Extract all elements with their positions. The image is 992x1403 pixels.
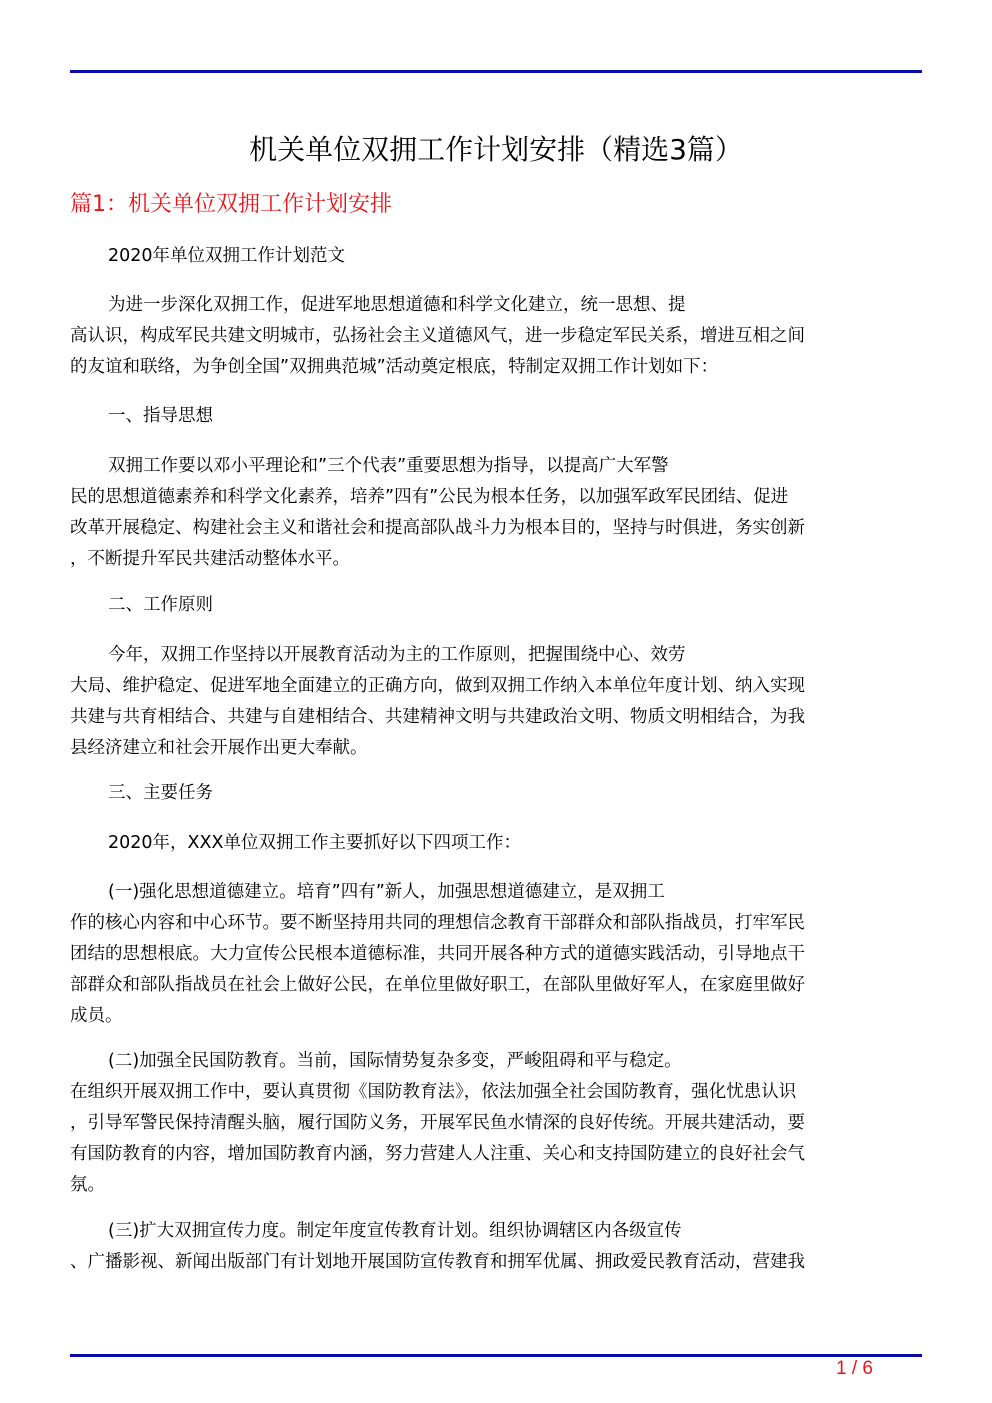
subheading-guiding-ideology <box>70 401 912 432</box>
text-line: 共建与共育相结合、共建与自建相结合、共建精神文明与共建政治文明、物质文明相结合，为我 <box>70 707 805 727</box>
text-line: 团结的思想根底。大力宣传公民根本道德标准，共同开展各种方式的道德实践活动，引导地点干 <box>70 944 805 964</box>
text-line: 三、主要任务 <box>108 783 213 803</box>
text-line: 作的核心内容和中心环节。要不断坚持用共同的理想信念教育干部群众和部队指战员，打牢军民 <box>70 913 805 933</box>
paragraph-task-1 <box>70 877 912 1032</box>
text-line: 双拥工作要以邓小平理论和”三个代表”重要思想为指导，以提高广大军警 <box>108 456 669 476</box>
text-line: ，不断提升军民共建活动整体水平。 <box>70 549 350 569</box>
text-line: 有国防教育的内容，增加国防教育内涵，努力营建人人注重、关心和支持国防建立的良好社会气 <box>70 1144 805 1164</box>
text-line: 的友谊和联络，为争创全国”双拥典范城”活动奠定根底，特制定双拥工作计划如下： <box>70 357 719 377</box>
text-line: 县经济建立和社会开展作出更大奉献。 <box>70 738 368 758</box>
page-indicator: 1 / 6 <box>836 1358 873 1379</box>
text-line: 民的思想道德素养和科学文化素养，培养”四有”公民为根本任务，以加强军政军民团结、促进 <box>70 487 789 507</box>
text-line: 成员。 <box>70 1006 123 1026</box>
text-line: 改革开展稳定、构建社会主义和谐社会和提高部队战斗力为根本目的，坚持与时俱进，务实创新 <box>70 518 805 538</box>
text-line: (一)强化思想道德建立。培育”四有”新人，加强思想道德建立，是双拥工 <box>108 882 665 902</box>
footer-rule <box>70 1354 922 1357</box>
subheading-main-tasks <box>70 778 912 809</box>
text-line: 高认识，构成军民共建文明城市，弘扬社会主义道德风气，进一步稳定军民关系，增进互相之间 <box>70 326 805 346</box>
paragraph-task-3 <box>70 1216 912 1278</box>
document-title: 机关单位双拥工作计划安排（精选3篇） <box>249 133 743 166</box>
section-heading: 篇1：机关单位双拥工作计划安排 <box>70 192 392 217</box>
text-line: 为进一步深化双拥工作，促进军地思想道德和科学文化建立，统一思想、提 <box>108 295 686 315</box>
paragraph-intro <box>70 290 912 383</box>
paragraph-guiding-ideology <box>70 451 912 575</box>
text-line: ，引导军警民保持清醒头脑，履行国防义务，开展军民鱼水情深的良好传统。开展共建活动，要 <box>70 1113 805 1133</box>
subheading-work-principles <box>70 590 912 621</box>
text-line: 氛。 <box>70 1175 105 1195</box>
text-line: 在组织开展双拥工作中，要认真贯彻《国防教育法》，依法加强全社会国防教育，强化忧患认识 <box>70 1082 797 1102</box>
text-line: 二、工作原则 <box>108 595 213 615</box>
text-line: 2020年单位双拥工作计划范文 <box>108 246 346 266</box>
text-line: 一、指导思想 <box>108 406 213 426</box>
text-line: 2020年，XXX单位双拥工作主要抓好以下四项工作： <box>108 833 522 853</box>
text-line: (三)扩大双拥宣传力度。制定年度宣传教育计划。组织协调辖区内各级宣传 <box>108 1221 682 1241</box>
text-line: 今年，双拥工作坚持以开展教育活动为主的工作原则，把握围绕中心、效劳 <box>108 645 686 665</box>
header-rule <box>70 70 922 73</box>
text-line: 部群众和部队指战员在社会上做好公民，在单位里做好职工，在部队里做好军人，在家庭里做好 <box>70 975 805 995</box>
paragraph-main-tasks-intro <box>70 828 912 859</box>
text-line: 、广播影视、新闻出版部门有计划地开展国防宣传教育和拥军优属、拥政爱民教育活动，营建我 <box>70 1252 805 1272</box>
paragraph-subtitle <box>70 241 912 272</box>
text-line: (二)加强全民国防教育。当前，国际情势复杂多变，严峻阻碍和平与稳定。 <box>108 1051 682 1071</box>
paragraph-work-principles <box>70 640 912 764</box>
text-line: 大局、维护稳定、促进军地全面建立的正确方向，做到双拥工作纳入本单位年度计划、纳入实现 <box>70 676 805 696</box>
paragraph-task-2 <box>70 1046 912 1201</box>
